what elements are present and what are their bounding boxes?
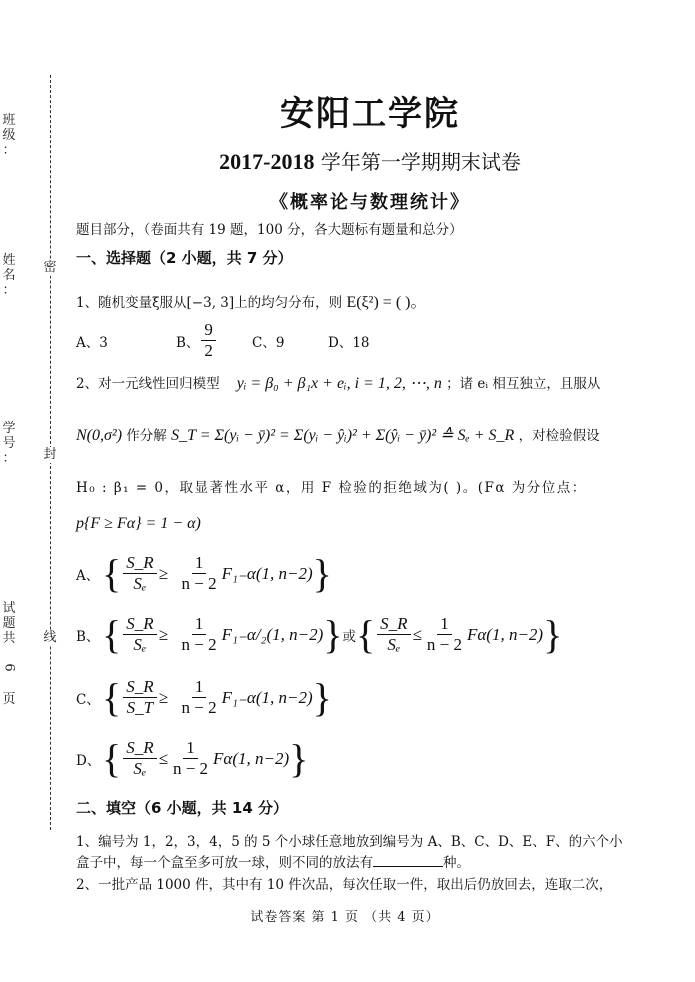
exam-term: 学年第一学期期末试卷 (320, 150, 521, 174)
margin-char: 号 (2, 436, 16, 451)
seal-char-feng: 封 (43, 447, 57, 462)
margin-char: 班 (2, 113, 16, 128)
q1-stem (76, 289, 426, 312)
q1-option-d: D、18 (328, 334, 370, 351)
q1-expr: E(ξ²) = ( )。 (346, 294, 427, 311)
margin-char: 共 (2, 631, 16, 646)
fill-q1-line1: 1、编号为 1，2，3，4，5 的 5 个小球任意地放到编号为 A、B、C、D、E、F、的六个小 (76, 834, 623, 850)
margin-char: 题 (2, 616, 16, 631)
margin-char: ： (2, 143, 16, 158)
q2-line2: N(0,σ²) 作分解 S_T = Σ(yᵢ − ȳ)² = Σ(yᵢ − ŷᵢ)² + Σ(ŷᵢ − ȳ)² ≙ Sₑ + S_R ，对检验假设 (76, 427, 600, 444)
course-title: 《概率论与数理统计》 (270, 192, 470, 213)
q2-line3: H₀ : β₁ = 0，取显著性水平 α，用 F 检验的拒绝域为( )。(Fα 为分位点： (76, 480, 587, 496)
q2-model: yᵢ = β₀ + β₁x + eᵢ, i = 1, 2, ⋯, n (236, 375, 442, 392)
margin-char: 姓 (2, 253, 16, 268)
answer-blank[interactable] (373, 866, 443, 867)
margin-char: 学 (2, 421, 16, 436)
q2-option-a: A、 { $\frac{S\_R}{\text{Sₑ}}$ ≥ $\frac{1}{n - 2}$ F₁₋α(1, n−2) } (76, 550, 332, 596)
fill-q2-line1: 2、一批产品 1000 件，其中有 10 件次品，每次任取一件，取出后仍放回去，连取二次， (76, 877, 613, 893)
section2-heading: 二、填空（6 小题，共 14 分） (76, 799, 288, 817)
exam-note: 题目部分，（卷面共有 19 题，100 分，各大题标有题量和总分） (76, 222, 463, 238)
q2-line1: 2、对一元线性回归模型 yᵢ = β₀ + β₁x + eᵢ, i = 1, 2, ⋯, n ；诸 eᵢ 相互独立，且服从 (76, 375, 601, 392)
q2-line4: p{F ≥ Fα} = 1 − α) (76, 515, 201, 532)
q2-option-d: D、 { $\frac{S\_R}{\text{Sₑ}}$ ≤ $\frac{1}{n - 2}$ Fα(1, n−2) } (76, 735, 309, 781)
margin-char: 试 (2, 601, 16, 616)
margin-char: 名 (2, 268, 16, 283)
margin-char: 6 (1, 663, 17, 672)
seal-char-xian: 线 (43, 630, 57, 645)
q2-decomposition: S_T = Σ(yᵢ − ȳ)² = Σ(yᵢ − ŷᵢ)² + Σ(ŷᵢ − ȳ)² ≙ Sₑ + S_R (171, 427, 515, 444)
q1-option-a: A、3 (76, 334, 108, 351)
margin-char: ： (2, 283, 16, 298)
school-title: 安阳工学院 (280, 94, 460, 134)
q1-option-b: B、 $\frac{9}{2}$ (176, 320, 252, 361)
section1-heading: 一、选择题（2 小题，共 7 分） (76, 249, 293, 267)
q2-option-b: B、 { $\frac{S\_R}{\text{Sₑ}}$ ≥ $\frac{1}{n - 2}$ F₁₋α/₂(1, n−2) } 或 { $\frac{S\_R}{\text{Sₑ}}$ ≤ $\frac{1}{n - 2}$ Fα(1, n−2) } (76, 611, 563, 657)
page-footer: 试卷答案 第 1 页 （共 4 页） (250, 910, 440, 925)
q1-text: 1、随机变量ξ服从[−3, 3]上的均匀分布，则 (76, 295, 343, 311)
q2-option-c: C、 { $\frac{S\_R}{S\_T}$ ≥ $\frac{1}{n - 2}$ F₁₋α(1, n−2) } (76, 674, 332, 720)
exam-year: 2017-2018 (219, 149, 315, 174)
fill-q1-line2: 盒子中，每一个盒至多可放一球，则不同的放法有 种。 (76, 855, 470, 871)
margin-char: 页 (2, 692, 16, 707)
margin-char: ： (2, 451, 16, 466)
q1-options (76, 320, 370, 361)
q1-option-c: C、9 (252, 334, 285, 351)
margin-char: 级 (2, 128, 16, 143)
seal-char-mi: 密 (43, 260, 57, 275)
exam-subtitle (0, 146, 695, 175)
